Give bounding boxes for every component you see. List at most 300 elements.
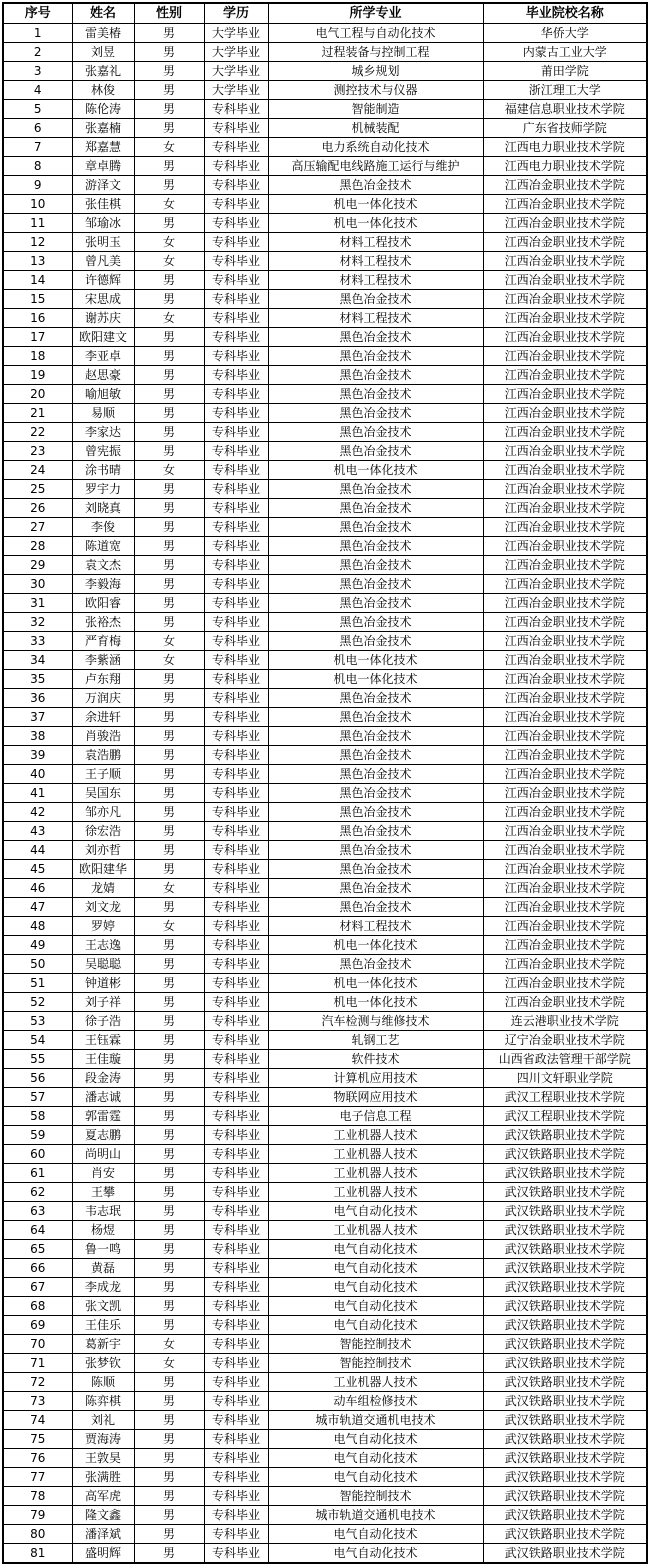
cell-name: 陈道宽 bbox=[72, 537, 134, 556]
cell-name: 刘晓真 bbox=[72, 499, 134, 518]
cell-index: 74 bbox=[3, 1411, 72, 1430]
cell-index: 73 bbox=[3, 1392, 72, 1411]
cell-education: 专科毕业 bbox=[204, 613, 268, 632]
cell-school: 江西冶金职业技术学院 bbox=[483, 271, 647, 290]
cell-index: 40 bbox=[3, 765, 72, 784]
cell-school: 江西冶金职业技术学院 bbox=[483, 689, 647, 708]
cell-education: 专科毕业 bbox=[204, 708, 268, 727]
cell-name: 潘泽斌 bbox=[72, 1525, 134, 1544]
cell-school: 江西冶金职业技术学院 bbox=[483, 423, 647, 442]
cell-name: 隆文鑫 bbox=[72, 1506, 134, 1525]
table-row bbox=[3, 1525, 647, 1544]
cell-school: 江西冶金职业技术学院 bbox=[483, 499, 647, 518]
column-header-education: 学历 bbox=[204, 3, 268, 24]
cell-name: 郭雷霆 bbox=[72, 1107, 134, 1126]
cell-education: 专科毕业 bbox=[204, 575, 268, 594]
table-row bbox=[3, 81, 647, 100]
cell-school: 江西冶金职业技术学院 bbox=[483, 195, 647, 214]
cell-major: 机电一体化技术 bbox=[268, 993, 483, 1012]
cell-education: 专科毕业 bbox=[204, 993, 268, 1012]
cell-name: 卢东翔 bbox=[72, 670, 134, 689]
cell-index: 23 bbox=[3, 442, 72, 461]
table-row bbox=[3, 1487, 647, 1506]
table-row bbox=[3, 1145, 647, 1164]
cell-gender: 男 bbox=[134, 1240, 204, 1259]
cell-index: 25 bbox=[3, 480, 72, 499]
cell-index: 61 bbox=[3, 1164, 72, 1183]
cell-index: 29 bbox=[3, 556, 72, 575]
table-row bbox=[3, 1297, 647, 1316]
cell-education: 专科毕业 bbox=[204, 518, 268, 537]
cell-gender: 男 bbox=[134, 404, 204, 423]
cell-gender: 男 bbox=[134, 860, 204, 879]
cell-school: 华侨大学 bbox=[483, 24, 647, 43]
table-row bbox=[3, 1411, 647, 1430]
cell-name: 罗宇力 bbox=[72, 480, 134, 499]
cell-education: 专科毕业 bbox=[204, 309, 268, 328]
cell-index: 64 bbox=[3, 1221, 72, 1240]
cell-major: 黑色冶金技术 bbox=[268, 499, 483, 518]
cell-major: 机电一体化技术 bbox=[268, 936, 483, 955]
cell-index: 2 bbox=[3, 43, 72, 62]
cell-education: 专科毕业 bbox=[204, 898, 268, 917]
table-row bbox=[3, 404, 647, 423]
cell-name: 段金涛 bbox=[72, 1069, 134, 1088]
cell-name: 曾凡美 bbox=[72, 252, 134, 271]
cell-major: 智能制造 bbox=[268, 100, 483, 119]
cell-major: 黑色冶金技术 bbox=[268, 879, 483, 898]
table-row bbox=[3, 328, 647, 347]
cell-education: 专科毕业 bbox=[204, 1506, 268, 1525]
cell-gender: 男 bbox=[134, 214, 204, 233]
cell-index: 54 bbox=[3, 1031, 72, 1050]
cell-school: 四川文轩职业学院 bbox=[483, 1069, 647, 1088]
cell-school: 武汉铁路职业技术学院 bbox=[483, 1525, 647, 1544]
cell-gender: 男 bbox=[134, 1392, 204, 1411]
table-row bbox=[3, 499, 647, 518]
cell-major: 黑色冶金技术 bbox=[268, 176, 483, 195]
cell-education: 专科毕业 bbox=[204, 1107, 268, 1126]
cell-school: 江西冶金职业技术学院 bbox=[483, 784, 647, 803]
table-row bbox=[3, 727, 647, 746]
table-body bbox=[3, 24, 647, 1564]
cell-school: 武汉铁路职业技术学院 bbox=[483, 1126, 647, 1145]
table-row bbox=[3, 518, 647, 537]
cell-gender: 男 bbox=[134, 1373, 204, 1392]
table-row bbox=[3, 1468, 647, 1487]
cell-gender: 男 bbox=[134, 119, 204, 138]
cell-major: 材料工程技术 bbox=[268, 917, 483, 936]
table-row bbox=[3, 1107, 647, 1126]
table-row bbox=[3, 879, 647, 898]
cell-major: 黑色冶金技术 bbox=[268, 746, 483, 765]
cell-education: 专科毕业 bbox=[204, 765, 268, 784]
cell-major: 机电一体化技术 bbox=[268, 195, 483, 214]
cell-school: 江西冶金职业技术学院 bbox=[483, 898, 647, 917]
cell-gender: 男 bbox=[134, 81, 204, 100]
cell-index: 4 bbox=[3, 81, 72, 100]
cell-name: 刘礼 bbox=[72, 1411, 134, 1430]
table-row bbox=[3, 271, 647, 290]
cell-index: 60 bbox=[3, 1145, 72, 1164]
cell-gender: 男 bbox=[134, 1164, 204, 1183]
cell-index: 81 bbox=[3, 1544, 72, 1564]
table-row bbox=[3, 24, 647, 43]
table-row bbox=[3, 936, 647, 955]
table-row bbox=[3, 366, 647, 385]
cell-name: 王敦昊 bbox=[72, 1449, 134, 1468]
table-row bbox=[3, 746, 647, 765]
cell-education: 专科毕业 bbox=[204, 290, 268, 309]
column-header-gender: 性别 bbox=[134, 3, 204, 24]
cell-name: 葛新宇 bbox=[72, 1335, 134, 1354]
cell-name: 欧阳建华 bbox=[72, 860, 134, 879]
cell-school: 江西冶金职业技术学院 bbox=[483, 176, 647, 195]
cell-major: 电气自动化技术 bbox=[268, 1278, 483, 1297]
cell-major: 黑色冶金技术 bbox=[268, 480, 483, 499]
cell-school: 江西冶金职业技术学院 bbox=[483, 404, 647, 423]
cell-education: 专科毕业 bbox=[204, 1392, 268, 1411]
cell-education: 专科毕业 bbox=[204, 746, 268, 765]
cell-education: 专科毕业 bbox=[204, 1544, 268, 1564]
table-row bbox=[3, 176, 647, 195]
cell-education: 专科毕业 bbox=[204, 1259, 268, 1278]
cell-school: 武汉工程职业技术学院 bbox=[483, 1088, 647, 1107]
table-row bbox=[3, 917, 647, 936]
cell-gender: 男 bbox=[134, 594, 204, 613]
table-row bbox=[3, 765, 647, 784]
cell-school: 江西冶金职业技术学院 bbox=[483, 651, 647, 670]
cell-name: 贾海涛 bbox=[72, 1430, 134, 1449]
cell-school: 武汉铁路职业技术学院 bbox=[483, 1468, 647, 1487]
cell-major: 物联网应用技术 bbox=[268, 1088, 483, 1107]
cell-major: 过程装备与控制工程 bbox=[268, 43, 483, 62]
table-row bbox=[3, 1373, 647, 1392]
cell-name: 潘志诚 bbox=[72, 1088, 134, 1107]
cell-name: 尚明山 bbox=[72, 1145, 134, 1164]
table-row bbox=[3, 214, 647, 233]
cell-index: 18 bbox=[3, 347, 72, 366]
cell-index: 51 bbox=[3, 974, 72, 993]
column-header-major: 所学专业 bbox=[268, 3, 483, 24]
cell-major: 电气自动化技术 bbox=[268, 1297, 483, 1316]
cell-school: 浙江理工大学 bbox=[483, 81, 647, 100]
cell-name: 涂书晴 bbox=[72, 461, 134, 480]
cell-index: 80 bbox=[3, 1525, 72, 1544]
table-row bbox=[3, 651, 647, 670]
cell-name: 袁浩鹏 bbox=[72, 746, 134, 765]
table-row bbox=[3, 594, 647, 613]
cell-education: 专科毕业 bbox=[204, 1373, 268, 1392]
cell-school: 江西冶金职业技术学院 bbox=[483, 746, 647, 765]
cell-major: 黑色冶金技术 bbox=[268, 632, 483, 651]
cell-index: 41 bbox=[3, 784, 72, 803]
cell-education: 专科毕业 bbox=[204, 1278, 268, 1297]
cell-education: 大学毕业 bbox=[204, 62, 268, 81]
cell-major: 黑色冶金技术 bbox=[268, 822, 483, 841]
table-row bbox=[3, 784, 647, 803]
cell-gender: 男 bbox=[134, 765, 204, 784]
cell-gender: 女 bbox=[134, 1335, 204, 1354]
cell-school: 江西冶金职业技术学院 bbox=[483, 328, 647, 347]
cell-index: 46 bbox=[3, 879, 72, 898]
table-row bbox=[3, 252, 647, 271]
cell-gender: 男 bbox=[134, 955, 204, 974]
cell-name: 易顺 bbox=[72, 404, 134, 423]
cell-name: 邹亦凡 bbox=[72, 803, 134, 822]
cell-index: 34 bbox=[3, 651, 72, 670]
cell-school: 江西冶金职业技术学院 bbox=[483, 993, 647, 1012]
cell-school: 辽宁冶金职业技术学院 bbox=[483, 1031, 647, 1050]
cell-major: 机电一体化技术 bbox=[268, 974, 483, 993]
cell-education: 专科毕业 bbox=[204, 860, 268, 879]
cell-education: 专科毕业 bbox=[204, 917, 268, 936]
cell-education: 专科毕业 bbox=[204, 195, 268, 214]
cell-index: 39 bbox=[3, 746, 72, 765]
cell-education: 专科毕业 bbox=[204, 1411, 268, 1430]
cell-school: 武汉铁路职业技术学院 bbox=[483, 1164, 647, 1183]
cell-gender: 男 bbox=[134, 442, 204, 461]
cell-index: 44 bbox=[3, 841, 72, 860]
cell-school: 武汉工程职业技术学院 bbox=[483, 1107, 647, 1126]
cell-index: 19 bbox=[3, 366, 72, 385]
cell-major: 城市轨道交通机电技术 bbox=[268, 1411, 483, 1430]
cell-school: 江西冶金职业技术学院 bbox=[483, 841, 647, 860]
cell-education: 专科毕业 bbox=[204, 594, 268, 613]
cell-gender: 男 bbox=[134, 784, 204, 803]
cell-major: 黑色冶金技术 bbox=[268, 765, 483, 784]
cell-education: 专科毕业 bbox=[204, 1297, 268, 1316]
cell-index: 32 bbox=[3, 613, 72, 632]
cell-gender: 女 bbox=[134, 632, 204, 651]
cell-gender: 男 bbox=[134, 328, 204, 347]
cell-major: 黑色冶金技术 bbox=[268, 613, 483, 632]
cell-index: 9 bbox=[3, 176, 72, 195]
table-row bbox=[3, 670, 647, 689]
cell-gender: 男 bbox=[134, 1145, 204, 1164]
table-row bbox=[3, 613, 647, 632]
cell-education: 专科毕业 bbox=[204, 822, 268, 841]
cell-education: 专科毕业 bbox=[204, 423, 268, 442]
cell-school: 山西省政法管理干部学院 bbox=[483, 1050, 647, 1069]
cell-school: 江西冶金职业技术学院 bbox=[483, 974, 647, 993]
cell-index: 43 bbox=[3, 822, 72, 841]
cell-index: 70 bbox=[3, 1335, 72, 1354]
cell-index: 12 bbox=[3, 233, 72, 252]
cell-education: 专科毕业 bbox=[204, 1335, 268, 1354]
table-row bbox=[3, 442, 647, 461]
cell-school: 武汉铁路职业技术学院 bbox=[483, 1487, 647, 1506]
cell-major: 材料工程技术 bbox=[268, 233, 483, 252]
cell-education: 专科毕业 bbox=[204, 119, 268, 138]
cell-index: 47 bbox=[3, 898, 72, 917]
cell-index: 50 bbox=[3, 955, 72, 974]
cell-gender: 女 bbox=[134, 879, 204, 898]
table-row bbox=[3, 1392, 647, 1411]
cell-gender: 女 bbox=[134, 651, 204, 670]
cell-gender: 男 bbox=[134, 537, 204, 556]
table-row bbox=[3, 860, 647, 879]
cell-gender: 男 bbox=[134, 1259, 204, 1278]
cell-education: 专科毕业 bbox=[204, 176, 268, 195]
table-row bbox=[3, 1126, 647, 1145]
cell-index: 63 bbox=[3, 1202, 72, 1221]
cell-gender: 女 bbox=[134, 138, 204, 157]
column-header-school: 毕业院校名称 bbox=[483, 3, 647, 24]
cell-major: 动车组检修技术 bbox=[268, 1392, 483, 1411]
table-row bbox=[3, 157, 647, 176]
table-row bbox=[3, 1316, 647, 1335]
cell-major: 材料工程技术 bbox=[268, 252, 483, 271]
cell-gender: 男 bbox=[134, 1506, 204, 1525]
cell-index: 45 bbox=[3, 860, 72, 879]
cell-school: 内蒙古工业大学 bbox=[483, 43, 647, 62]
cell-school: 连云港职业技术学院 bbox=[483, 1012, 647, 1031]
cell-education: 专科毕业 bbox=[204, 480, 268, 499]
cell-education: 专科毕业 bbox=[204, 727, 268, 746]
cell-gender: 男 bbox=[134, 822, 204, 841]
cell-index: 26 bbox=[3, 499, 72, 518]
cell-major: 黑色冶金技术 bbox=[268, 575, 483, 594]
cell-major: 黑色冶金技术 bbox=[268, 841, 483, 860]
cell-index: 38 bbox=[3, 727, 72, 746]
cell-school: 江西冶金职业技术学院 bbox=[483, 594, 647, 613]
cell-index: 17 bbox=[3, 328, 72, 347]
cell-school: 江西冶金职业技术学院 bbox=[483, 252, 647, 271]
cell-gender: 男 bbox=[134, 1411, 204, 1430]
table-row bbox=[3, 1449, 647, 1468]
cell-name: 肖骏浩 bbox=[72, 727, 134, 746]
table-row bbox=[3, 100, 647, 119]
cell-index: 8 bbox=[3, 157, 72, 176]
graduates-table bbox=[2, 2, 648, 1564]
cell-school: 武汉铁路职业技术学院 bbox=[483, 1221, 647, 1240]
cell-name: 谢苏庆 bbox=[72, 309, 134, 328]
cell-name: 张嘉礼 bbox=[72, 62, 134, 81]
cell-major: 智能控制技术 bbox=[268, 1335, 483, 1354]
cell-education: 专科毕业 bbox=[204, 689, 268, 708]
cell-name: 陈弈棋 bbox=[72, 1392, 134, 1411]
cell-index: 14 bbox=[3, 271, 72, 290]
cell-name: 杨煜 bbox=[72, 1221, 134, 1240]
cell-index: 69 bbox=[3, 1316, 72, 1335]
cell-major: 黑色冶金技术 bbox=[268, 423, 483, 442]
cell-school: 江西冶金职业技术学院 bbox=[483, 765, 647, 784]
cell-school: 莆田学院 bbox=[483, 62, 647, 81]
cell-school: 福建信息职业技术学院 bbox=[483, 100, 647, 119]
cell-name: 刘亦哲 bbox=[72, 841, 134, 860]
cell-name: 李家达 bbox=[72, 423, 134, 442]
cell-index: 3 bbox=[3, 62, 72, 81]
cell-index: 36 bbox=[3, 689, 72, 708]
cell-school: 武汉铁路职业技术学院 bbox=[483, 1430, 647, 1449]
cell-education: 专科毕业 bbox=[204, 100, 268, 119]
cell-gender: 男 bbox=[134, 841, 204, 860]
cell-education: 专科毕业 bbox=[204, 1183, 268, 1202]
cell-school: 江西冶金职业技术学院 bbox=[483, 860, 647, 879]
cell-major: 黑色冶金技术 bbox=[268, 898, 483, 917]
cell-gender: 男 bbox=[134, 575, 204, 594]
table-row bbox=[3, 1335, 647, 1354]
cell-name: 王志逸 bbox=[72, 936, 134, 955]
cell-education: 专科毕业 bbox=[204, 537, 268, 556]
cell-name: 王佳璇 bbox=[72, 1050, 134, 1069]
cell-education: 专科毕业 bbox=[204, 841, 268, 860]
cell-education: 专科毕业 bbox=[204, 1126, 268, 1145]
cell-name: 张明玉 bbox=[72, 233, 134, 252]
cell-major: 机电一体化技术 bbox=[268, 461, 483, 480]
cell-school: 江西冶金职业技术学院 bbox=[483, 613, 647, 632]
cell-name: 李紫涵 bbox=[72, 651, 134, 670]
cell-school: 江西冶金职业技术学院 bbox=[483, 955, 647, 974]
cell-major: 计算机应用技术 bbox=[268, 1069, 483, 1088]
table-row bbox=[3, 1221, 647, 1240]
cell-index: 11 bbox=[3, 214, 72, 233]
table-row bbox=[3, 290, 647, 309]
cell-education: 专科毕业 bbox=[204, 1050, 268, 1069]
cell-name: 陈伦涛 bbox=[72, 100, 134, 119]
cell-education: 大学毕业 bbox=[204, 24, 268, 43]
cell-school: 武汉铁路职业技术学院 bbox=[483, 1373, 647, 1392]
table-row bbox=[3, 480, 647, 499]
cell-index: 49 bbox=[3, 936, 72, 955]
cell-gender: 男 bbox=[134, 385, 204, 404]
cell-index: 79 bbox=[3, 1506, 72, 1525]
cell-school: 江西冶金职业技术学院 bbox=[483, 727, 647, 746]
cell-gender: 女 bbox=[134, 252, 204, 271]
cell-school: 江西冶金职业技术学院 bbox=[483, 803, 647, 822]
cell-name: 钟道彬 bbox=[72, 974, 134, 993]
cell-gender: 男 bbox=[134, 290, 204, 309]
cell-index: 1 bbox=[3, 24, 72, 43]
table-row bbox=[3, 993, 647, 1012]
cell-education: 专科毕业 bbox=[204, 1221, 268, 1240]
cell-major: 材料工程技术 bbox=[268, 309, 483, 328]
cell-school: 江西冶金职业技术学院 bbox=[483, 556, 647, 575]
cell-major: 电子信息工程 bbox=[268, 1107, 483, 1126]
cell-name: 章卓腾 bbox=[72, 157, 134, 176]
cell-school: 江西冶金职业技术学院 bbox=[483, 670, 647, 689]
cell-education: 专科毕业 bbox=[204, 1164, 268, 1183]
cell-name: 李亚卓 bbox=[72, 347, 134, 366]
cell-major: 黑色冶金技术 bbox=[268, 784, 483, 803]
cell-school: 武汉铁路职业技术学院 bbox=[483, 1449, 647, 1468]
table-row bbox=[3, 575, 647, 594]
cell-index: 35 bbox=[3, 670, 72, 689]
cell-gender: 男 bbox=[134, 1012, 204, 1031]
cell-gender: 女 bbox=[134, 1354, 204, 1373]
table-row bbox=[3, 1164, 647, 1183]
cell-major: 黑色冶金技术 bbox=[268, 328, 483, 347]
cell-index: 37 bbox=[3, 708, 72, 727]
cell-name: 欧阳建文 bbox=[72, 328, 134, 347]
cell-gender: 男 bbox=[134, 898, 204, 917]
cell-index: 22 bbox=[3, 423, 72, 442]
cell-major: 软件技术 bbox=[268, 1050, 483, 1069]
cell-name: 徐宏浩 bbox=[72, 822, 134, 841]
cell-name: 郑嘉慧 bbox=[72, 138, 134, 157]
cell-education: 专科毕业 bbox=[204, 328, 268, 347]
cell-school: 江西冶金职业技术学院 bbox=[483, 822, 647, 841]
cell-education: 大学毕业 bbox=[204, 43, 268, 62]
cell-major: 电气自动化技术 bbox=[268, 1240, 483, 1259]
cell-education: 专科毕业 bbox=[204, 214, 268, 233]
cell-gender: 男 bbox=[134, 1487, 204, 1506]
cell-name: 许德辉 bbox=[72, 271, 134, 290]
cell-gender: 男 bbox=[134, 1088, 204, 1107]
cell-education: 专科毕业 bbox=[204, 803, 268, 822]
table-row bbox=[3, 62, 647, 81]
